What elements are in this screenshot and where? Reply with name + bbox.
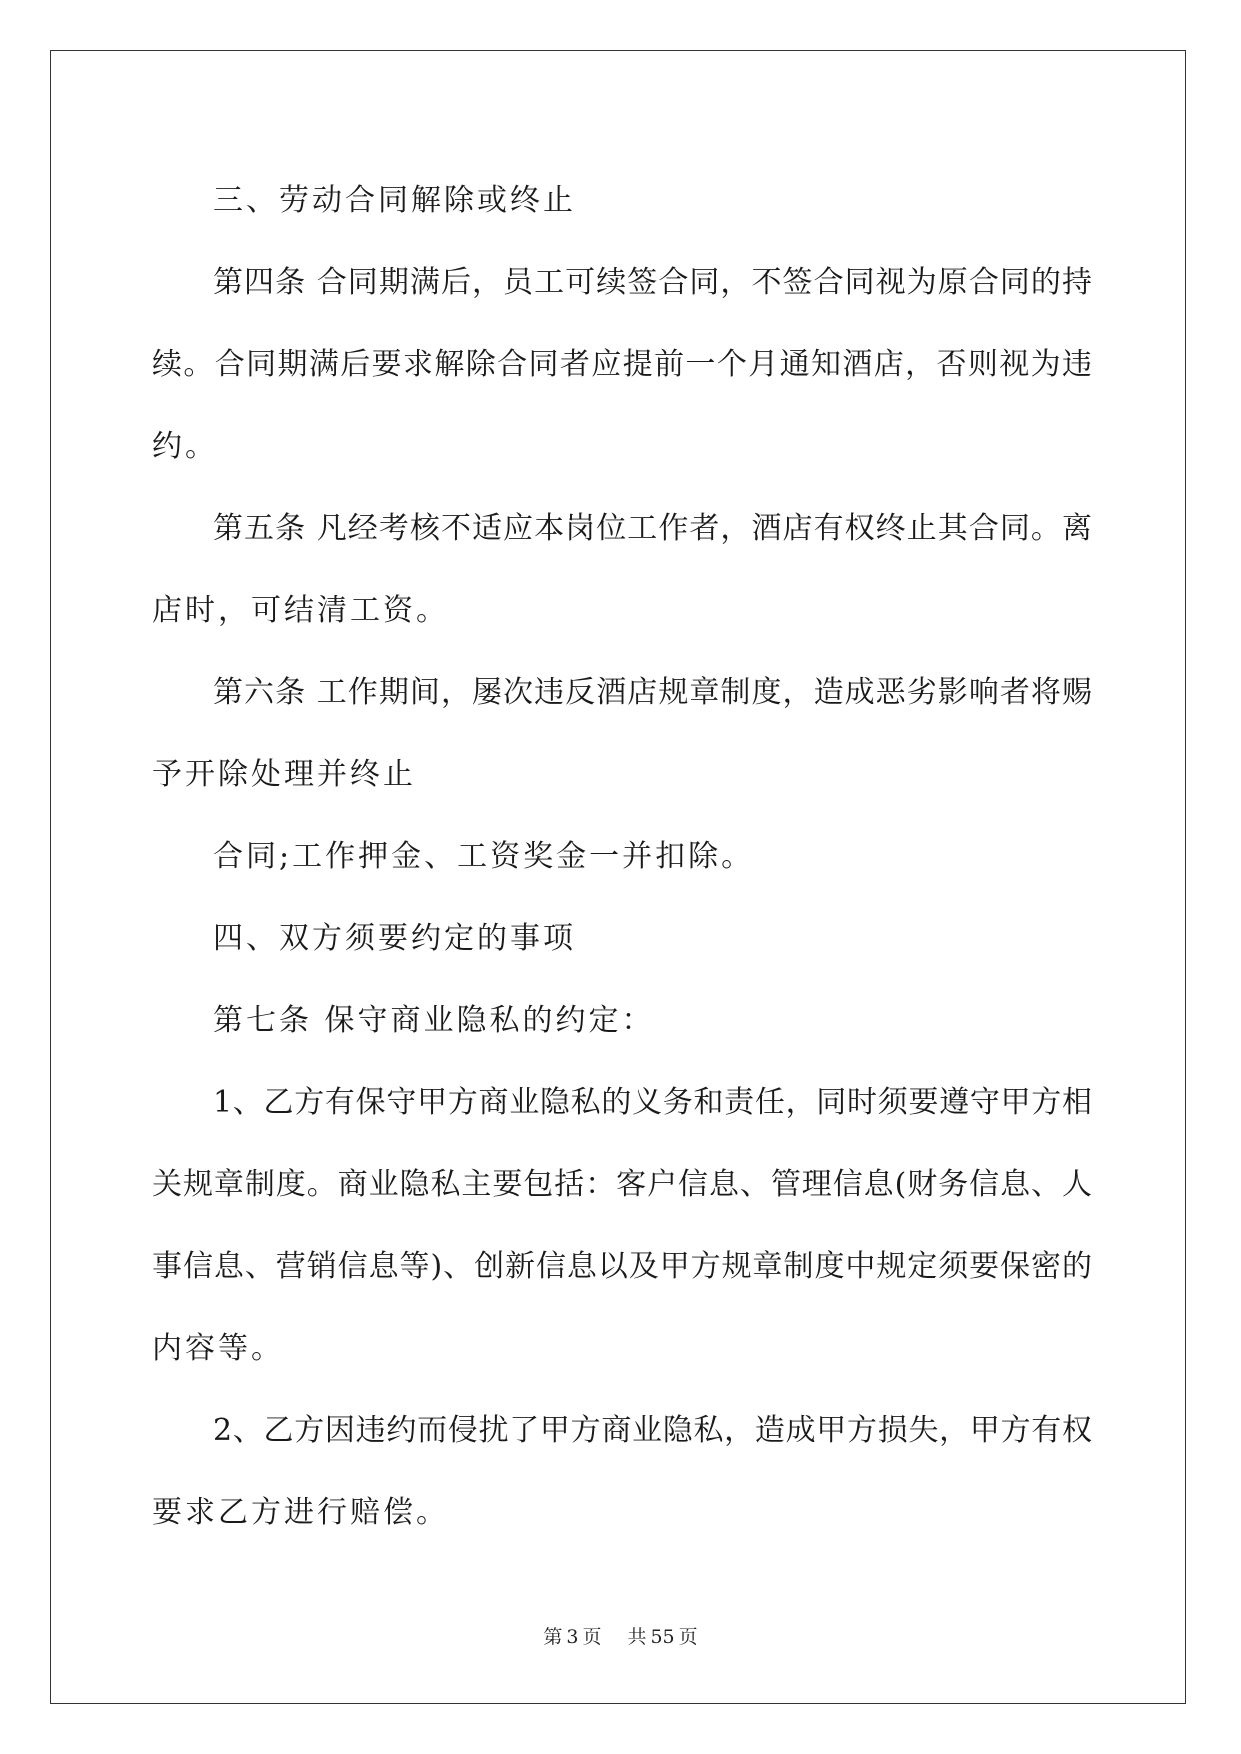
text-line: 第四条 合同期满后，员工可续签合同，不签合同视为原合同的持	[213, 265, 1092, 300]
total-suffix: 页	[678, 1626, 698, 1648]
text-line: 三、劳动合同解除或终止	[213, 183, 576, 218]
page-prefix: 第	[543, 1626, 563, 1648]
text-line: 第七条 保守商业隐私的约定：	[213, 1003, 655, 1038]
text-line: 约。	[152, 429, 218, 464]
page-footer	[0, 1622, 1241, 1649]
total-prefix: 共	[627, 1626, 647, 1648]
text-line: 续。合同期满后要求解除合同者应提前一个月通知酒店，否则视为违	[152, 347, 1092, 382]
text-line: 2、乙方因违约而侵扰了甲方商业隐私，造成甲方损失，甲方有权	[213, 1413, 1092, 1448]
total-pages: 55	[650, 1626, 675, 1648]
text-line: 第五条 凡经考核不适应本岗位工作者，酒店有权终止其合同。离	[213, 511, 1092, 546]
text-line: 第六条 工作期间，屡次违反酒店规章制度，造成恶劣影响者将赐	[213, 675, 1092, 710]
text-line: 予开除处理并终止	[152, 757, 416, 792]
text-line: 合同;工作押金、工资奖金一并扣除。	[213, 839, 755, 874]
text-line: 关规章制度。商业隐私主要包括：客户信息、管理信息(财务信息、人	[152, 1167, 1092, 1202]
text-line: 事信息、营销信息等)、创新信息以及甲方规章制度中规定须要保密的	[152, 1249, 1092, 1284]
text-line: 店时，可结清工资。	[152, 593, 449, 628]
page-suffix: 页	[582, 1626, 602, 1648]
document-body	[152, 160, 1092, 1554]
text-line: 要求乙方进行赔偿。	[152, 1495, 449, 1530]
text-line: 内容等。	[152, 1331, 284, 1366]
text-line: 1、乙方有保守甲方商业隐私的义务和责任，同时须要遵守甲方相	[213, 1085, 1092, 1120]
page-number: 3	[566, 1626, 579, 1648]
text-line: 四、双方须要约定的事项	[213, 921, 576, 956]
